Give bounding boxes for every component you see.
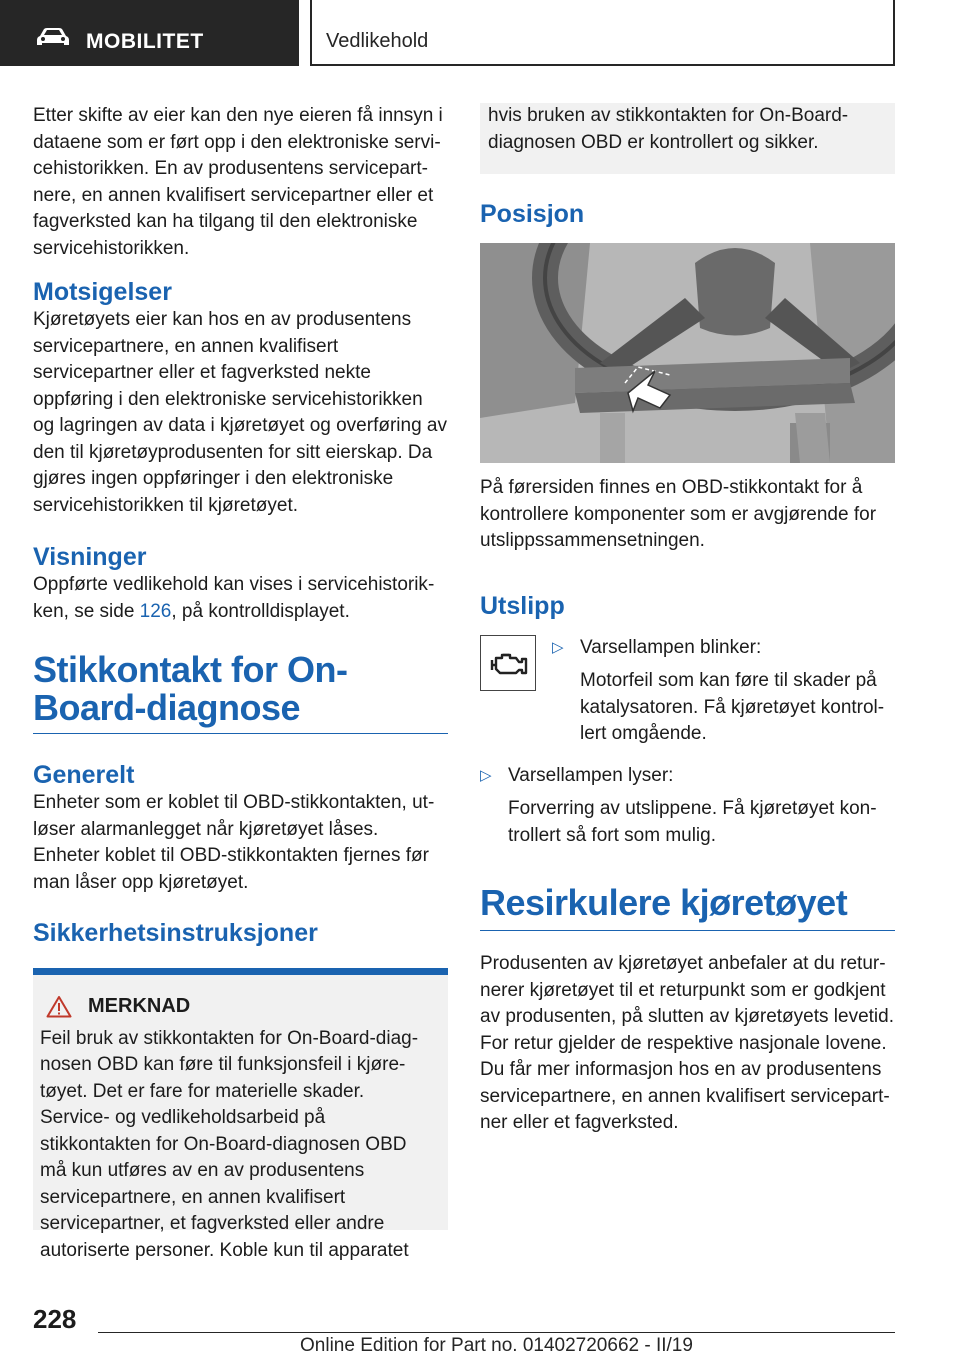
obd-heading-rule xyxy=(33,733,448,734)
note-title: MERKNAD xyxy=(88,995,191,1017)
emission-bullets-first xyxy=(552,635,895,755)
bullet1-text: Motorfeil som kan føre til skader på katalysatoren. Få kjøretøyet kontrollert omgående. xyxy=(580,670,885,744)
visninger-text-after: , på kontrolldisplayet. xyxy=(171,600,350,622)
left-column xyxy=(33,103,448,1261)
warning-note xyxy=(33,968,448,1261)
chapter-tab xyxy=(310,0,895,66)
resirk-heading-rule xyxy=(480,930,895,931)
footer-rule xyxy=(98,1332,895,1333)
obd-heading: Stikkontakt for On-Board-diagnose xyxy=(33,649,348,728)
chapter-label: Vedlikehold xyxy=(326,30,429,52)
section-label: MOBILITET xyxy=(86,30,204,53)
bullet1-title: Varsellampen blinker: xyxy=(580,636,762,658)
bullet2-title: Varsellampen lyser: xyxy=(508,764,674,786)
page-number: 228 xyxy=(33,1304,77,1334)
bullet-triangle-icon: ▷ xyxy=(552,638,564,656)
intro-paragraph: Etter skifte av eier kan den nye eieren få innsyn i dataene som er ført opp i den elektroniske servicehistorikken. En av produsentens servicepartnere, en annen kvalifisert servicepartner eller et fagverksted kan ha tilgang til den elektroniske servicehistorikken. xyxy=(33,105,443,259)
visninger-heading: Visninger xyxy=(33,543,147,571)
note-title-row xyxy=(40,993,438,1020)
motsigelser-heading: Motsigelser xyxy=(33,278,172,306)
posisjon-paragraph: På førersiden finnes en OBD-stikkontakt for å kontrollere komponenter som er avgjørende for utslippssammensetningen. xyxy=(480,477,877,551)
note-text: Feil bruk av stikkontakten for On-Board-diagnosen OBD kan føre til funksjonsfeil i kjøretøyet. Det er fare for materielle skader. Service- og vedlikeholdsarbeid på stikkontakten for On-Board-diagnosen OBD må kun utføres av en av produsentens servicepartnere, en annen kvalifisert servicepartner, et fagverksted eller andre autoriserte personer. Koble kun til apparatet xyxy=(40,1027,419,1261)
motsigelser-paragraph: Kjøretøyets eier kan hos en av produsentens servicepartnere, en annen kvalifisert servicepartner eller et fagverksted nekte oppføring i den elektroniske servicehistorikken og lagringen av data i kjøretøyet og overføring av den til kjøretøyprodusenten for sitt eierskap. Da gjøres ingen oppføringer i den elektroniske servicehistorikken til kjøretøyet. xyxy=(33,309,447,516)
bullet-blinking xyxy=(552,635,895,755)
engine-warning-icon xyxy=(480,635,536,691)
generelt-paragraph: Enheter som er koblet til OBD-stikkontakten, utløser alarmanlegget når kjøretøyet låses. Enheter koblet til OBD-stikkontakten fjernes før man låser opp kjøretøyet. xyxy=(33,792,435,893)
section-tab xyxy=(0,0,299,66)
obd-location-photo xyxy=(480,243,895,463)
right-column xyxy=(480,103,895,1137)
utslipp-heading: Utslipp xyxy=(480,591,565,620)
car-interior-illustration xyxy=(480,243,895,463)
car-icon xyxy=(36,27,70,47)
sikkerhet-heading: Sikkerhetsinstruksjoner xyxy=(33,919,318,947)
bullet2-text: Forverring av utslippene. Få kjøretøyet kontrollert så fort som mulig. xyxy=(508,798,877,846)
generelt-heading: Generelt xyxy=(33,761,135,789)
resirk-paragraph: Produsenten av kjøretøyet anbefaler at du returnerer kjøretøyet til et returpunkt som er godkjent av produsenten, på slutten av kjøretøyets levetid. For retur gjelder de respektive nasjonale lovene. Du får mer informasjon hos en av produsentens servicepartnere, en annen kvalifisert servicepartner eller et fagverksted. xyxy=(480,953,894,1133)
note-continued-text: hvis bruken av stikkontakten for On-Board-diagnosen OBD er kontrollert og sikker. xyxy=(488,105,849,153)
visninger-paragraph xyxy=(33,572,448,625)
page-126-link[interactable]: 126 xyxy=(139,600,172,622)
bullet-lit xyxy=(480,763,895,857)
warning-triangle-icon xyxy=(46,995,72,1018)
footer-edition: Online Edition for Part no. 01402720662 - II/19 xyxy=(300,1335,693,1356)
emission-warning-row xyxy=(480,635,895,755)
note-continued-box xyxy=(480,103,895,174)
bullet-triangle-icon: ▷ xyxy=(480,766,492,784)
resirk-heading: Resirkulere kjøretøyet xyxy=(480,882,848,923)
posisjon-heading: Posisjon xyxy=(480,200,585,228)
visninger-text-before: Oppførte vedlikehold kan vises i servicehistorikken, se side xyxy=(33,574,435,622)
